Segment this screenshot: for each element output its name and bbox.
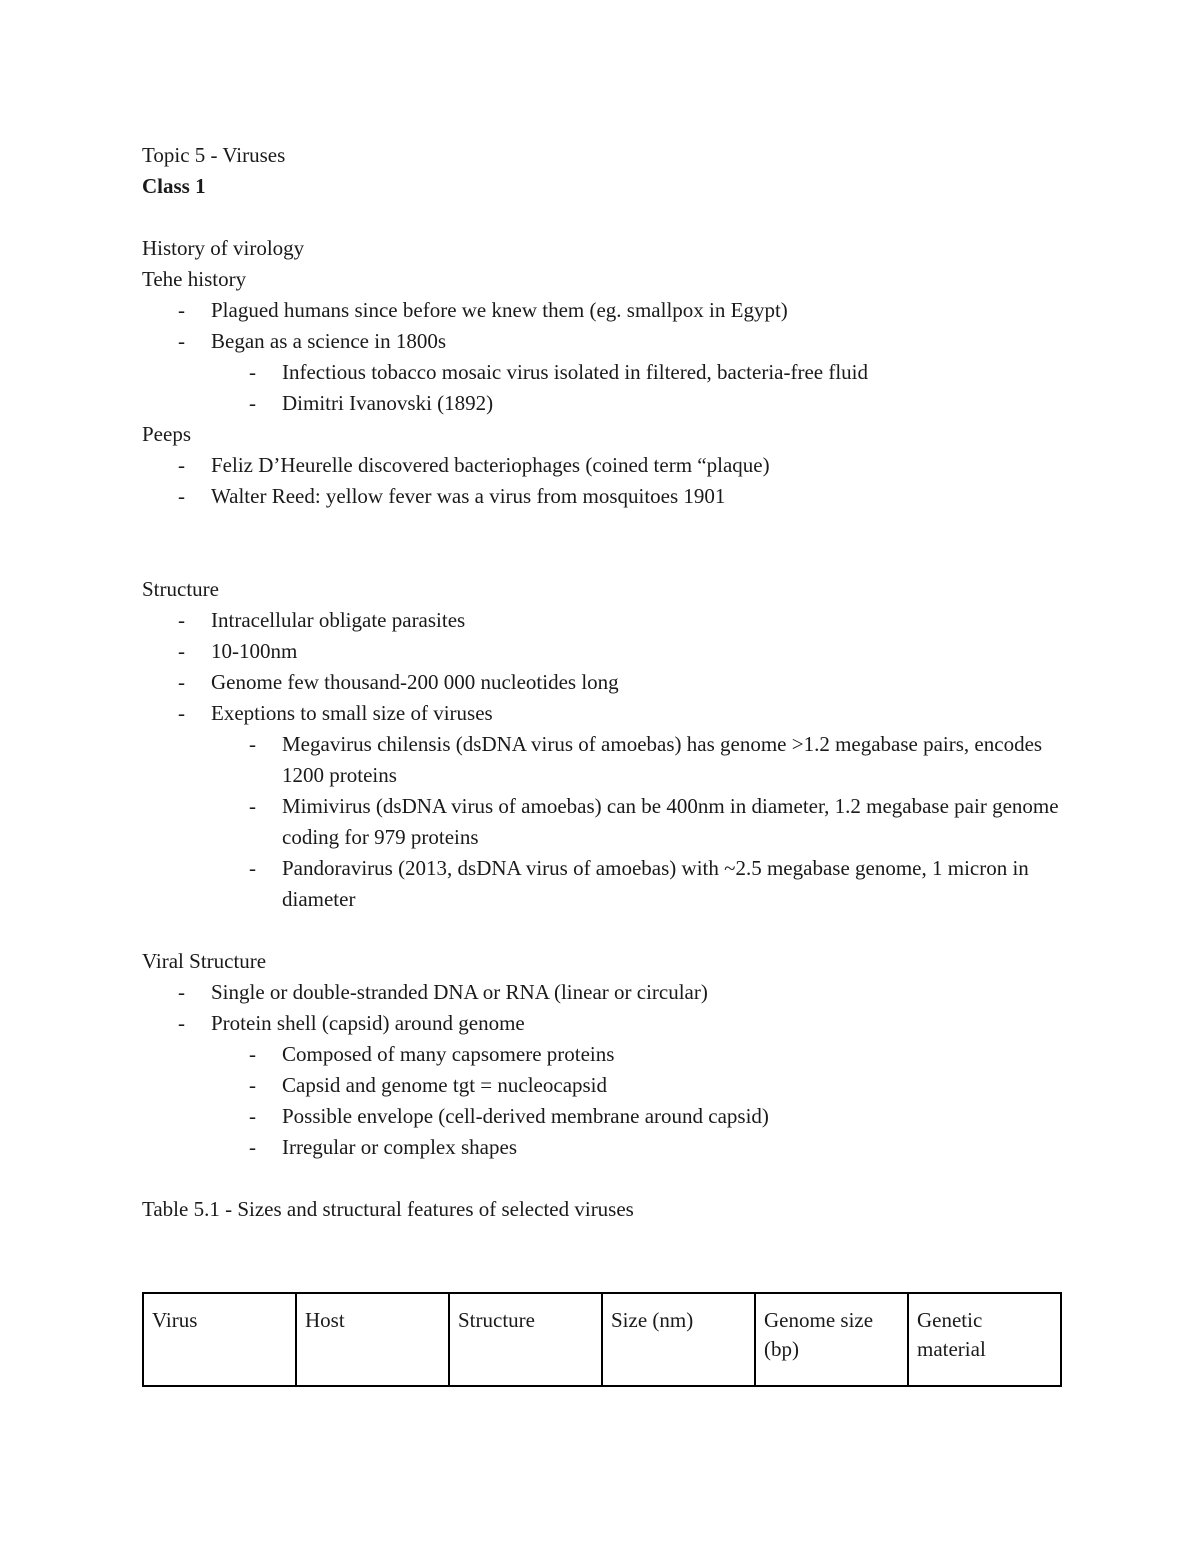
list-item: - Intracellular obligate parasites	[142, 605, 1062, 636]
table-header-cell: Size (nm)	[602, 1293, 755, 1386]
document-title: Topic 5 - Viruses	[142, 143, 286, 167]
table-header-row	[143, 1293, 1061, 1386]
list-item: - Infectious tobacco mosaic virus isolated in filtered, bacteria-free fluid	[142, 357, 1062, 388]
virus-table	[142, 1292, 1062, 1387]
structure-list	[142, 605, 1062, 729]
list-item: - Feliz D’Heurelle discovered bacteriophages (coined term “plaque)	[142, 450, 1062, 481]
document-page	[142, 140, 1062, 1225]
history-subheading: Tehe history	[142, 267, 247, 291]
history-list	[142, 295, 1062, 357]
list-item: - Exeptions to small size of viruses	[142, 698, 1062, 729]
list-item: - Plagued humans since before we knew them (eg. smallpox in Egypt)	[142, 295, 1062, 326]
table-header-cell: Host	[296, 1293, 449, 1386]
structure-heading: Structure	[142, 577, 219, 601]
structure-sublist	[142, 729, 1062, 915]
list-item: - Genome few thousand-200 000 nucleotides long	[142, 667, 1062, 698]
viral-structure-list	[142, 977, 1062, 1039]
list-item: - Pandoravirus (2013, dsDNA virus of amoebas) with ~2.5 megabase genome, 1 micron in diameter	[142, 853, 1042, 915]
peeps-list	[142, 450, 1062, 512]
history-sublist	[142, 357, 1062, 419]
list-item: - Single or double-stranded DNA or RNA (linear or circular)	[142, 977, 1062, 1008]
table-header-cell: Genetic material	[908, 1293, 1061, 1386]
list-item: - Walter Reed: yellow fever was a virus from mosquitoes 1901	[142, 481, 1062, 512]
list-item: - Possible envelope (cell-derived membrane around capsid)	[142, 1101, 1062, 1132]
list-item: - Mimivirus (dsDNA virus of amoebas) can be 400nm in diameter, 1.2 megabase pair genome coding for 979 proteins	[142, 791, 1062, 853]
list-item: - Composed of many capsomere proteins	[142, 1039, 1062, 1070]
list-item: - Irregular or complex shapes	[142, 1132, 1062, 1163]
list-item: - Dimitri Ivanovski (1892)	[142, 388, 1062, 419]
table-header-cell: Genome size (bp)	[755, 1293, 908, 1386]
viral-structure-heading: Viral Structure	[142, 949, 267, 973]
class-heading: Class 1	[142, 174, 206, 198]
table-caption: Table 5.1 - Sizes and structural features of selected viruses	[142, 1197, 634, 1221]
table-header-cell: Structure	[449, 1293, 602, 1386]
table-header-cell: Virus	[143, 1293, 296, 1386]
peeps-heading: Peeps	[142, 422, 191, 446]
history-heading: History of virology	[142, 236, 305, 260]
viral-structure-sublist	[142, 1039, 1062, 1163]
list-item: - Protein shell (capsid) around genome	[142, 1008, 1062, 1039]
list-item: - Began as a science in 1800s	[142, 326, 1062, 357]
list-item: - 10-100nm	[142, 636, 1062, 667]
list-item: - Capsid and genome tgt = nucleocapsid	[142, 1070, 1062, 1101]
list-item: - Megavirus chilensis (dsDNA virus of amoebas) has genome >1.2 megabase pairs, encodes 1200 proteins	[142, 729, 1062, 791]
